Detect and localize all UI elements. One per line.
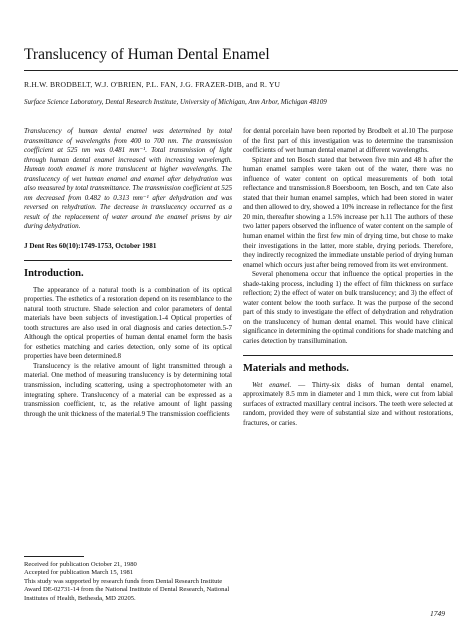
intro-paragraph-1: The appearance of a natural tooth is a combination of its optical properties. The esthetics of a restoration depend on its resemblance to the natural tooth structure. Shade selection and color parameters of dental materials have been subjects of investigation.1-4 Optical properties of tooth structures are also used in oral diagnosis and caries detection.5-7 Although the optical properties of human dental enamel form the basis for esthetics matching and caries detection, only some of its optical properties have been determined.8 — [24, 285, 232, 361]
page-number: 1749 — [430, 609, 445, 618]
publication-footnote — [24, 556, 234, 603]
footnote-divider — [24, 556, 84, 557]
wet-enamel-subheading: Wet enamel. — [252, 380, 292, 389]
accepted-date: Accepted for publication March 15, 1981 — [24, 569, 134, 577]
funding-note: This study was supported by research funds from Dental Research Institute Award DE-02731-14 from the National Institute of Dental Research, National Institutes of Health, Bethesda, MD 20205. — [24, 577, 230, 602]
right-column — [243, 127, 453, 428]
section-divider — [24, 260, 232, 261]
methods-paragraph — [243, 381, 453, 429]
affiliation: Surface Science Laboratory, Dental Research Institute, University of Michigan, Ann Arbor, Michigan 48109 — [24, 98, 327, 106]
journal-citation: J Dent Res 60(10):1749-1753, October 1981 — [24, 242, 157, 251]
received-date: Received for publication October 21, 1980 — [24, 561, 137, 568]
introduction-heading: Introduction. — [24, 267, 84, 279]
intro-paragraph-4: Spitzer and ten Bosch stated that between five min and 48 h after the human enamel samples were taken out of the water, there was no influence of water content on optical measurements of both total reflectance and transmission.8 Boersboom, ten Bosch, and ten Cate also stated that their human enamel samples, which had been stored in water and then allowed to dry, showed a 10% increase in reflectance for the first 20 min, thereafter showing a 1.5% increase per h.11 The authors of these two latter papers observed the influence of water content on the sample of human enamel within the first few min of drying time, but chose to make their investigations in the latter, more stable, drying periods. Therefore, they indirectly recognized the immediate unstable period of drying human enamel which occurs just after being removed from its wet environment. — [243, 155, 453, 269]
methods-text: — Thirty-six disks of human dental enamel, approximately 8.5 mm in diameter and 1 mm thick, were cut from labial surfaces of extracted maxillary central incisors. The teeth were selected at random, provided they were of substantial size and without restorations, fractures, or caries. — [243, 380, 453, 427]
intro-paragraph-2: Translucency is the relative amount of light transmitted through a material. One method of measuring translucency is by determining total transmission, including scattering, using a spectrophotometer with an integrating sphere. Translucency of a material can be expressed as a transmission coefficient, tc, as the relative amount of light passing through the unit thickness of the material.9 The transmission coefficients — [24, 361, 232, 418]
section-divider — [243, 355, 453, 356]
intro-paragraph-5: Several phenomena occur that influence the optical properties in the shade-taking process, including 1) the effect of film thickness on surface reflection; 2) the effect of water on bulk translucency; and 3) the effect of water content below the tooth surface. It was the purpose of the second part of this study to investigate the effect of dehydration and rehydration on the translucency of human dental enamel. This would have clinical significance in determining the optimal conditions for shade matching and caries detection by transillumination. — [243, 270, 453, 346]
abstract: Translucency of human dental enamel was determined by total transmittance of wavelengths from 400 to 700 nm. The transmission coefficient at 525 nm was 0.481 mm⁻¹. Total transmission of light through human dental enamel increased with increasing wavelength. Human tooth enamel is more translucent at higher wavelengths. The translucency of wet human enamel and enamel after dehydration was also measured by total transmittance. The transmission coefficient at 525 nm decreased from 0.482 to 0.313 mm⁻¹ after dehydration and was reversed on rehydration. The decrease in translucency occurred as a result of the replacement of water around the enamel prisms by air during dehydration. — [24, 127, 232, 231]
article-title: Translucency of Human Dental Enamel — [24, 46, 270, 63]
intro-paragraph-3: for dental porcelain have been reported by Brodbelt et al.10 The purpose of the first part of this investigation was to determine the transmission coefficients of wet human dental enamel at different wavelengths. — [243, 127, 453, 155]
title-divider — [24, 70, 458, 71]
methods-heading: Materials and methods. — [243, 362, 349, 374]
left-column — [24, 127, 232, 419]
author-list: R.H.W. BRODBELT, W.J. O'BRIEN, P.L. FAN, J.G. FRAZER-DIB, and R. YU — [24, 80, 281, 89]
